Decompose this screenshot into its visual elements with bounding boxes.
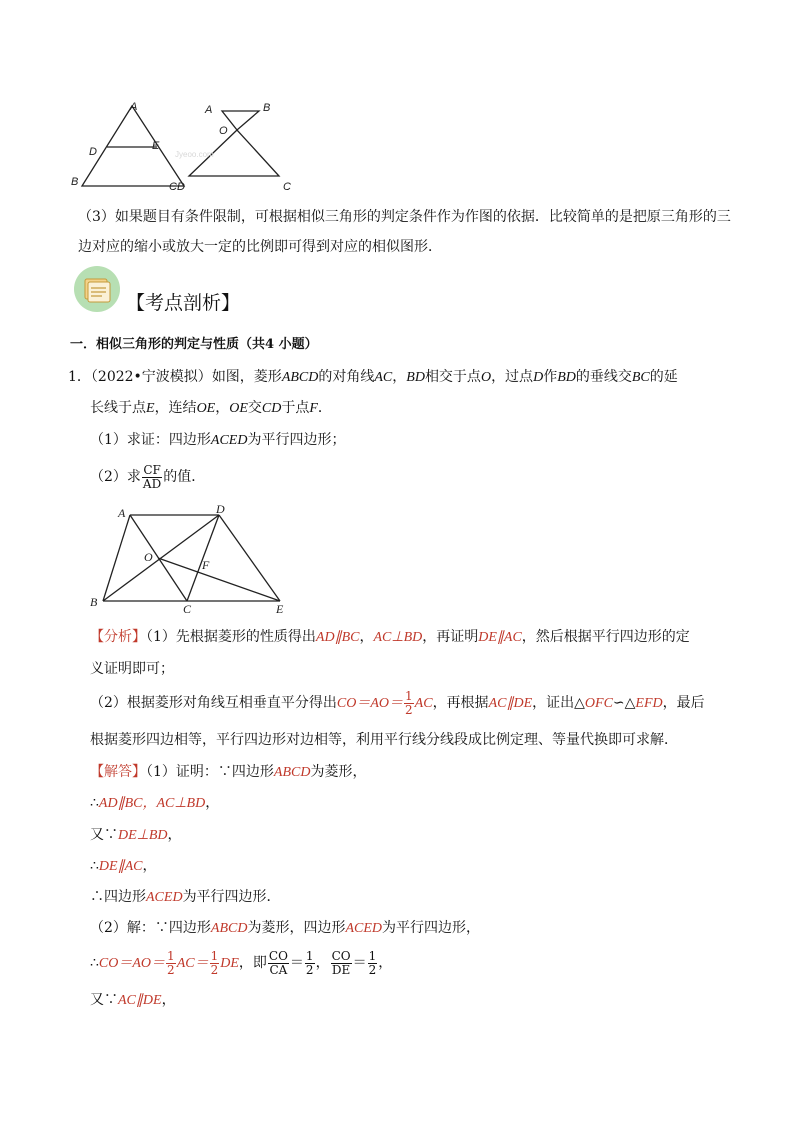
solution-text: ， <box>161 992 176 1008</box>
math-expression: AC∥DE <box>488 696 533 711</box>
problem-number: 1． <box>68 369 91 385</box>
analysis-text: ，然后根据平行四边形的定 <box>521 629 690 645</box>
stem-text: 于点 <box>281 400 310 416</box>
question-2 <box>90 462 205 492</box>
math-expression: ABCD <box>210 921 248 936</box>
solution-text: ， <box>142 858 157 874</box>
math-expression: ACED <box>345 921 383 936</box>
q1-text: 为平行四边形； <box>247 432 346 448</box>
math-e: E <box>146 401 155 416</box>
fraction-numerator: 1 <box>305 948 314 963</box>
stem-text: ， <box>215 400 230 416</box>
math-expression: AC⊥BD <box>373 630 423 645</box>
fraction-numerator: CO <box>331 948 351 963</box>
problem-line-1 <box>68 367 678 388</box>
stem-text: 如图，菱形 <box>211 369 282 385</box>
label-o-right: O <box>219 125 228 137</box>
fraction-one-half <box>404 690 414 717</box>
math-expression: AD∥BC <box>315 630 360 645</box>
math-aced: ACED <box>210 433 248 448</box>
analysis-tag: 【分析】 <box>90 629 146 645</box>
solution-line-4 <box>90 856 156 877</box>
fraction-cf-ad <box>142 464 162 491</box>
label-a: A <box>118 506 126 520</box>
math-oe: OE <box>229 401 248 416</box>
solution-text: ， <box>378 955 393 971</box>
label-b: B <box>90 595 98 609</box>
fraction-one-half <box>210 950 220 977</box>
solution-text: 为平行四边形． <box>182 889 281 905</box>
fraction-denominator: 2 <box>368 962 377 977</box>
solution-text: ， <box>315 955 330 971</box>
solution-text: ，即 <box>238 955 267 971</box>
analysis-text: （2）根据菱形对角线互相垂直平分得出 <box>90 695 337 711</box>
stem-text: 交 <box>247 400 262 416</box>
analysis-text: ， <box>359 629 374 645</box>
topic-heading: 一．相似三角形的判定与性质（共4 小题） <box>70 337 318 352</box>
stem-text: ， <box>392 369 407 385</box>
solution-text: 又∵ <box>90 992 118 1008</box>
solution-line-5 <box>90 887 281 908</box>
stem-text: ，连结 <box>154 400 197 416</box>
analysis-line-2: 义证明即可； <box>90 661 174 677</box>
solution-text: ， <box>167 827 182 843</box>
fraction-one-half <box>368 950 378 977</box>
analysis-line-3 <box>90 688 705 718</box>
solution-text: ∴ <box>90 858 99 874</box>
label-o: O <box>144 550 153 564</box>
math-cd: CD <box>261 401 282 416</box>
solution-text: （1）证明：∵四边形 <box>146 764 274 780</box>
solution-line-1 <box>90 762 366 783</box>
math-expression: OFC <box>584 696 613 711</box>
stem-text: 的延 <box>649 369 678 385</box>
section-icon <box>74 266 120 312</box>
analysis-text: ，证出△ <box>532 695 585 711</box>
analysis-text: ，最后 <box>662 695 705 711</box>
fraction-numerator: 1 <box>210 948 219 963</box>
solution-text: 为菱形，四边形 <box>247 920 346 936</box>
analysis-text: ∽△ <box>612 695 636 711</box>
label-c-right: C <box>283 181 291 193</box>
math-expression: CO＝AO＝ <box>336 696 404 711</box>
note-paper-icon <box>74 266 120 312</box>
math-expression: DE∥AC <box>98 859 143 874</box>
fraction-numerator: CO <box>268 948 288 963</box>
math-f: F <box>309 401 318 416</box>
q2-text: （2）求 <box>90 469 141 485</box>
fraction-one-half <box>166 950 176 977</box>
fraction-numerator: 1 <box>167 948 175 963</box>
math-d: D <box>533 370 544 385</box>
analysis-line-4: 根据菱形四边相等，平行四边形对边相等，利用平行线分线段成比例定理、等量代换即可求解． <box>90 732 678 748</box>
solution-line-8 <box>90 990 176 1011</box>
math-expression: ACED <box>146 890 183 905</box>
math-expression: ABCD <box>273 765 311 780</box>
solution-tag: 【解答】 <box>90 764 146 780</box>
fraction-numerator: CF <box>143 462 161 477</box>
question-1 <box>90 430 345 451</box>
stem-text: 的对角线 <box>318 369 375 385</box>
label-a-right: A <box>205 104 213 116</box>
solution-text: ∴ <box>90 795 99 811</box>
fraction-numerator: 1 <box>368 948 377 963</box>
solution-text: 为平行四边形， <box>382 920 481 936</box>
label-b-left: B <box>71 176 79 188</box>
problem-source: （2022•宁波模拟） <box>90 369 212 385</box>
math-expression: AD∥BC，AC⊥BD <box>98 796 206 811</box>
fraction-numerator: 1 <box>405 688 413 703</box>
para3-line1: （3）如果题目有条件限制，可根据相似三角形的判定条件作为作图的依据．比较简单的是把原三角形的三 <box>78 209 731 225</box>
problem-line-2 <box>90 398 332 419</box>
fraction-denominator: 2 <box>405 702 413 717</box>
solution-text: ＝ <box>352 955 367 971</box>
fraction-denominator: 2 <box>305 962 314 977</box>
label-e: E <box>276 602 284 616</box>
rhombus-figure <box>82 498 302 620</box>
q2-text: 的值． <box>163 469 206 485</box>
solution-text: 为菱形， <box>310 764 367 780</box>
math-expression: DE⊥BD <box>118 828 168 843</box>
analysis-text: ，再根据 <box>432 695 489 711</box>
math-bd: BD <box>557 370 576 385</box>
fraction-denominator: AD <box>142 476 162 491</box>
solution-text: 又∵ <box>90 827 118 843</box>
solution-line-6 <box>90 918 480 939</box>
solution-text: ∴四边形 <box>90 889 146 905</box>
para3-line2: 边对应的缩小或放大一定的比例即可得到对应的相似图形． <box>78 239 442 255</box>
fraction-denominator: 2 <box>167 962 175 977</box>
math-expression: EFD <box>635 696 663 711</box>
stem-text: 的垂线交 <box>575 369 632 385</box>
fraction-denominator: CA <box>269 962 288 977</box>
math-ac: AC <box>374 370 393 385</box>
math-bc: BC <box>631 370 650 385</box>
math-oe: OE <box>196 401 216 416</box>
analysis-line-1 <box>90 627 690 648</box>
q1-text: （1）求证：四边形 <box>90 432 211 448</box>
fraction-one-half <box>305 950 315 977</box>
solution-text: （2）解：∵四边形 <box>90 920 211 936</box>
math-bd: BD <box>406 370 425 385</box>
label-f: F <box>202 558 210 572</box>
stem-text: 相交于点 <box>424 369 481 385</box>
math-expression: AC <box>414 696 433 711</box>
analysis-text: （1）先根据菱形的性质得出 <box>146 629 316 645</box>
label-c: C <box>183 602 192 616</box>
label-e-left: E <box>152 140 160 152</box>
label-d: D <box>216 502 225 516</box>
math-abcd: ABCD <box>281 370 319 385</box>
math-expression: DE∥AC <box>478 630 522 645</box>
label-b-right: B <box>263 102 271 114</box>
fraction-denominator: 2 <box>210 962 219 977</box>
label-cd-left: CD <box>169 181 185 193</box>
math-expression: AC＝ <box>176 956 209 971</box>
solution-text: ＝ <box>289 955 304 971</box>
math-expression: DE <box>220 956 239 971</box>
stem-text: ，过点 <box>491 369 534 385</box>
fraction-denominator: DE <box>331 962 351 977</box>
stem-text: 作 <box>543 369 558 385</box>
solution-line-3 <box>90 825 182 846</box>
solution-line-2 <box>90 793 219 814</box>
stem-text: 长线于点 <box>90 400 146 416</box>
math-expression: AC∥DE <box>118 993 162 1008</box>
top-similar-triangles-figure <box>62 94 322 198</box>
watermark: Jyeoo.com <box>175 150 214 159</box>
math-o: O <box>480 370 492 385</box>
math-expression: CO＝AO＝ <box>98 956 166 971</box>
analysis-text: ，再证明 <box>422 629 479 645</box>
label-a-left: A <box>130 101 138 113</box>
stem-text: ． <box>317 400 332 416</box>
fraction-co-ca <box>268 950 289 977</box>
solution-text: ∴ <box>90 955 99 971</box>
fraction-co-de <box>331 950 352 977</box>
section-title: 【考点剖析】 <box>126 292 241 314</box>
solution-text: ， <box>205 795 220 811</box>
label-d-left: D <box>89 146 97 158</box>
solution-line-7 <box>90 946 392 980</box>
